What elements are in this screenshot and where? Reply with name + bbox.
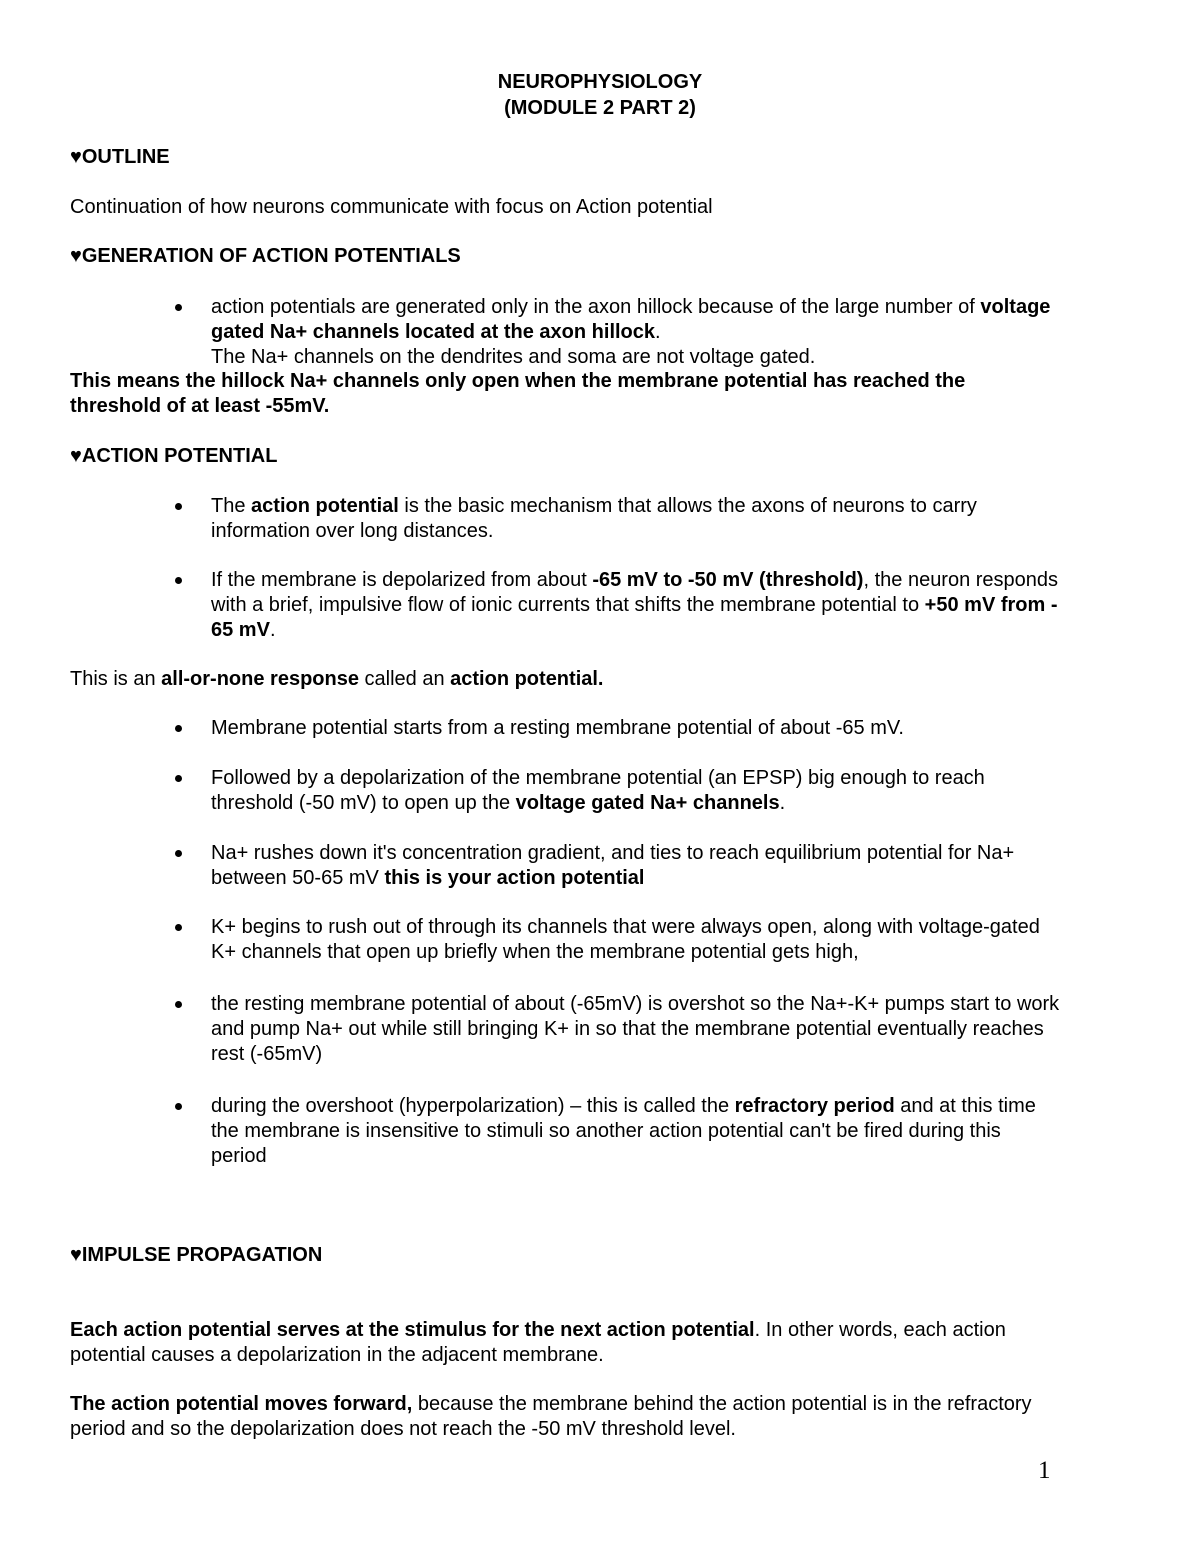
bullet-icon <box>170 915 190 940</box>
list-item-cont: and pump Na+ out while still bringing K+ in so that the membrane potential eventually reaches <box>211 1018 1044 1040</box>
heart-icon: ♥ <box>70 445 82 467</box>
list-item: Membrane potential starts from a resting membrane potential of about -65 mV. <box>211 717 904 739</box>
list-item: action potentials are generated only in the axon hillock because of the large number of voltage <box>211 296 1051 318</box>
list-item: Na+ rushes down it's concentration gradient, and ties to reach equilibrium potential for Na+ <box>211 842 1015 864</box>
doc-title: NEUROPHYSIOLOGY <box>497 71 703 93</box>
bullet-icon <box>170 568 190 593</box>
list-item-cont: rest (-65mV) <box>211 1043 323 1065</box>
bullet-icon <box>170 841 190 866</box>
bullet-icon <box>170 766 190 791</box>
list-item: K+ begins to rush out of through its channels that were always open, along with voltage-gated <box>211 916 1040 938</box>
heart-icon: ♥ <box>70 146 82 168</box>
list-item-cont: period <box>211 1145 267 1167</box>
list-item-cont: between 50-65 mV this is your action potential <box>211 867 645 889</box>
list-item-cont: information over long distances. <box>211 520 494 542</box>
list-item-cont: The Na+ channels on the dendrites and soma are not voltage gated. <box>211 346 816 368</box>
bullet-icon <box>170 716 190 741</box>
bullet-icon <box>170 992 190 1017</box>
bullet-icon <box>170 1094 190 1119</box>
list-item: the resting membrane potential of about (-65mV) is overshot so the Na+-K+ pumps start to work <box>211 993 1060 1015</box>
list-item-cont: threshold (-50 mV) to open up the voltage gated Na+ channels. <box>211 792 786 814</box>
all-or-none-text: This is an all-or-none response called an action potential. <box>70 668 604 690</box>
page-number: 1 <box>1038 1457 1051 1484</box>
bold-note: threshold of at least -55mV. <box>70 395 330 417</box>
heading-action-potential: ♥ACTION POTENTIAL <box>70 445 278 467</box>
paragraph-cont: period and so the depolarization does not reach the -50 mV threshold level. <box>70 1418 736 1440</box>
bullet-icon <box>170 295 190 320</box>
list-item-cont: the membrane is insensitive to stimuli so another action potential can't be fired during this <box>211 1120 1001 1142</box>
list-item-cont: with a brief, impulsive flow of ionic currents that shifts the membrane potential to +50 mV from - <box>211 594 1058 616</box>
list-item: Followed by a depolarization of the membrane potential (an EPSP) big enough to reach <box>211 767 985 789</box>
list-item: If the membrane is depolarized from about -65 mV to -50 mV (threshold), the neuron responds <box>211 569 1059 591</box>
doc-subtitle: (MODULE 2 PART 2) <box>504 97 696 119</box>
heading-outline: ♥OUTLINE <box>70 146 170 168</box>
bullet-icon <box>170 494 190 519</box>
list-item: The action potential is the basic mechanism that allows the axons of neurons to carry <box>211 495 977 517</box>
list-item-cont: gated Na+ channels located at the axon hillock. <box>211 321 661 343</box>
paragraph: Each action potential serves at the stimulus for the next action potential. In other words, each action <box>70 1319 1006 1341</box>
heading-generation: ♥GENERATION OF ACTION POTENTIALS <box>70 245 461 267</box>
list-item: during the overshoot (hyperpolarization) – this is called the refractory period and at this time <box>211 1095 1036 1117</box>
heading-impulse-propagation: ♥IMPULSE PROPAGATION <box>70 1244 323 1266</box>
outline-text: Continuation of how neurons communicate with focus on Action potential <box>70 196 713 218</box>
paragraph-cont: potential causes a depolarization in the adjacent membrane. <box>70 1344 604 1366</box>
heart-icon: ♥ <box>70 245 82 267</box>
heart-icon: ♥ <box>70 1244 82 1266</box>
paragraph: The action potential moves forward, because the membrane behind the action potential is in the refractory <box>70 1393 1032 1415</box>
list-item-cont: 65 mV. <box>211 619 276 641</box>
bold-note: This means the hillock Na+ channels only open when the membrane potential has reached the <box>70 370 966 392</box>
list-item-cont: K+ channels that open up briefly when the membrane potential gets high, <box>211 941 859 963</box>
